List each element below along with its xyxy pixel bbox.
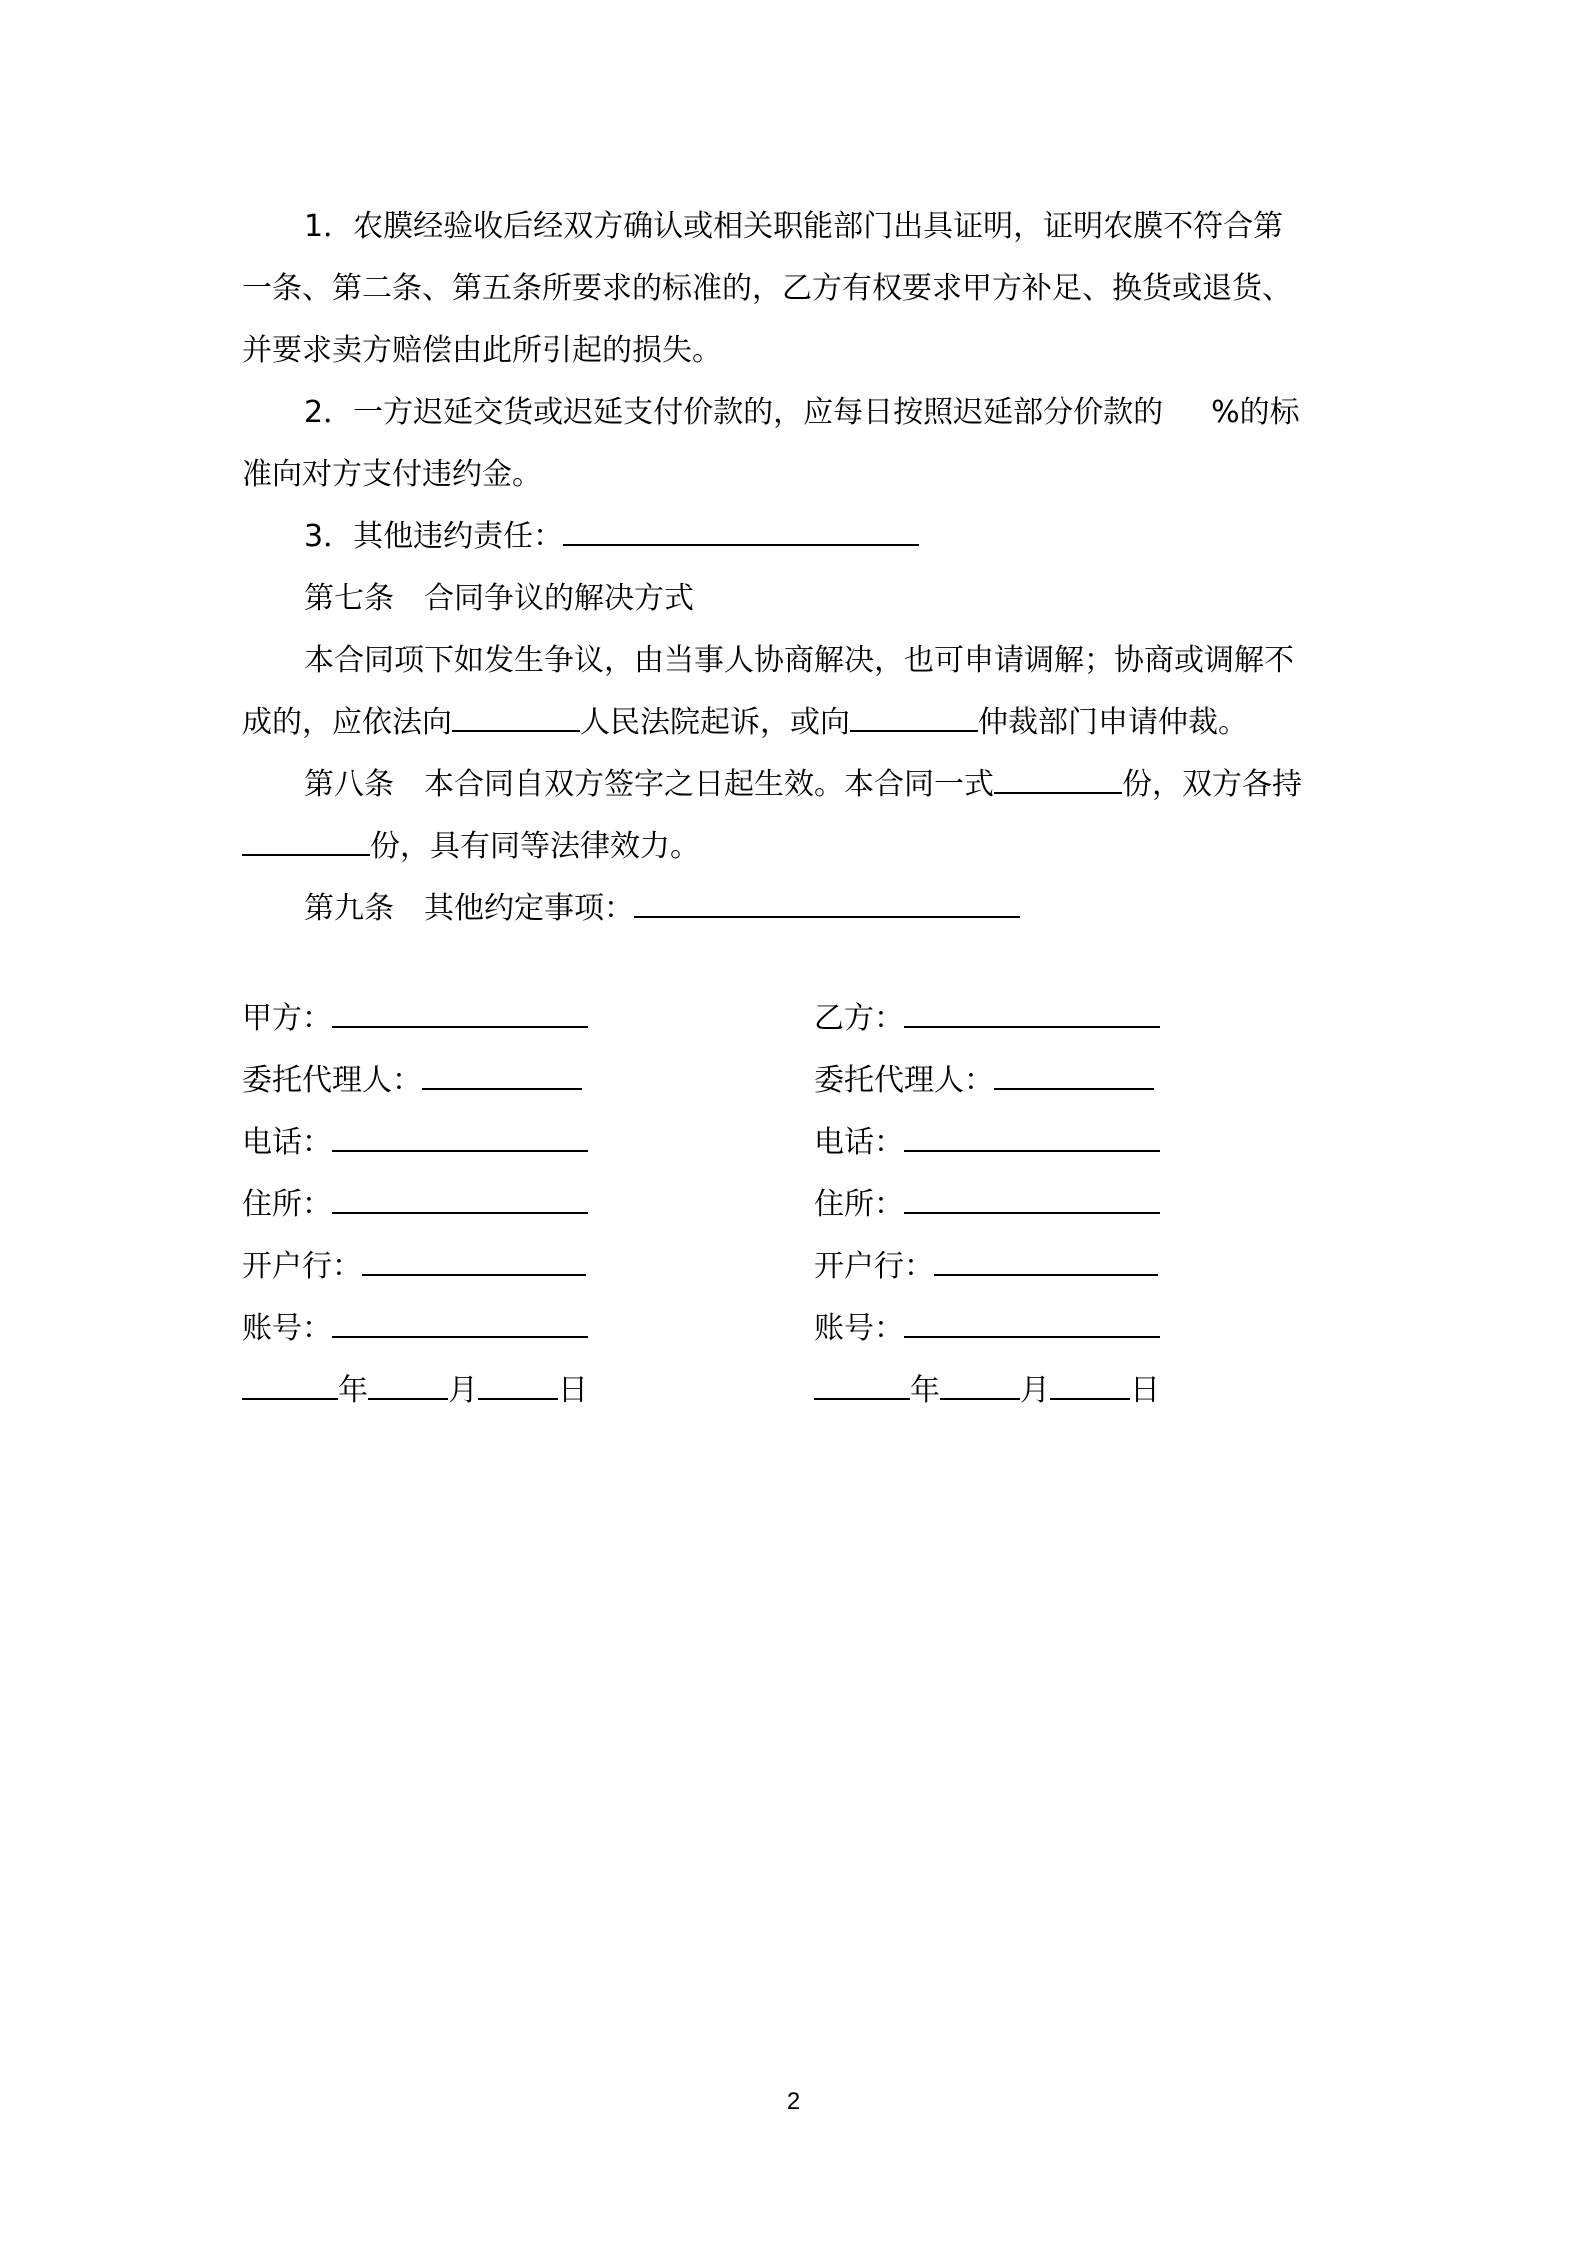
court-blank[interactable] bbox=[452, 700, 580, 732]
party-a-account-row bbox=[242, 1298, 588, 1360]
clause-1-line-2: 一条、第二条、第五条所要求的标准的，乙方有权要求甲方补足、换货或退货、 bbox=[242, 271, 1292, 306]
clause-1-line-1: 1．农膜经验收后经双方确认或相关职能部门出具证明，证明农膜不符合第 bbox=[304, 209, 1284, 244]
article-7-text-b: 人民法院起诉，或向 bbox=[580, 705, 850, 740]
party-a-day-label: 日 bbox=[558, 1373, 588, 1408]
article-8-line-1 bbox=[242, 754, 1352, 816]
party-a-address-row bbox=[242, 1174, 588, 1236]
clause-1 bbox=[242, 196, 1352, 382]
party-b-day-label: 日 bbox=[1130, 1373, 1160, 1408]
party-b-bank-blank[interactable] bbox=[934, 1244, 1158, 1276]
party-b-bank-label: 开户行： bbox=[814, 1249, 934, 1284]
party-b-phone-row bbox=[814, 1112, 1160, 1174]
party-a-agent-row bbox=[242, 1050, 588, 1112]
other-matters-blank[interactable] bbox=[634, 886, 1020, 918]
party-a-blank[interactable] bbox=[332, 996, 588, 1028]
clause-2 bbox=[242, 382, 1352, 506]
party-a-date-row bbox=[242, 1360, 588, 1422]
article-9 bbox=[242, 878, 1352, 940]
article-7-text-c: 仲裁部门申请仲裁。 bbox=[978, 705, 1248, 740]
party-a-address-label: 住所： bbox=[242, 1187, 332, 1222]
party-a-account-blank[interactable] bbox=[332, 1306, 588, 1338]
party-b-blank[interactable] bbox=[904, 996, 1160, 1028]
party-b-agent-blank[interactable] bbox=[994, 1058, 1154, 1090]
party-b-signature-block bbox=[814, 988, 1160, 1422]
article-9-line-1 bbox=[242, 878, 1352, 940]
party-a-month-blank[interactable] bbox=[368, 1368, 448, 1400]
party-b-row bbox=[814, 988, 1160, 1050]
other-liability-blank[interactable] bbox=[563, 514, 919, 546]
party-a-signature-block bbox=[242, 988, 588, 1422]
copies-total-blank[interactable] bbox=[994, 762, 1122, 794]
clause-2-line-1 bbox=[242, 382, 1352, 444]
party-b-agent-row bbox=[814, 1050, 1160, 1112]
article-8-line-2 bbox=[242, 816, 1352, 878]
party-a-phone-blank[interactable] bbox=[332, 1120, 588, 1152]
clause-3 bbox=[242, 506, 1352, 568]
party-b-account-row bbox=[814, 1298, 1160, 1360]
party-a-label: 甲方： bbox=[242, 1001, 332, 1036]
party-b-year-blank[interactable] bbox=[814, 1368, 910, 1400]
party-b-label: 乙方： bbox=[814, 1001, 904, 1036]
party-a-address-blank[interactable] bbox=[332, 1182, 588, 1214]
party-a-year-blank[interactable] bbox=[242, 1368, 338, 1400]
clause-1-line-3: 并要求卖方赔偿由此所引起的损失。 bbox=[242, 333, 722, 368]
article-8-text-c: 份，具有同等法律效力。 bbox=[370, 829, 700, 864]
article-7-line-1: 本合同项下如发生争议，由当事人协商解决，也可申请调解；协商或调解不 bbox=[304, 643, 1294, 678]
party-b-day-blank[interactable] bbox=[1050, 1368, 1130, 1400]
page-number: 2 bbox=[786, 2088, 801, 2115]
article-8-text-b: 份，双方各持 bbox=[1122, 767, 1302, 802]
party-a-bank-row bbox=[242, 1236, 588, 1298]
article-7-text-a: 成的，应依法向 bbox=[242, 705, 452, 740]
party-b-phone-blank[interactable] bbox=[904, 1120, 1160, 1152]
article-8 bbox=[242, 754, 1352, 878]
party-a-bank-label: 开户行： bbox=[242, 1249, 362, 1284]
party-b-year-label: 年 bbox=[910, 1373, 940, 1408]
party-b-agent-label: 委托代理人： bbox=[814, 1063, 994, 1098]
party-b-phone-label: 电话： bbox=[814, 1125, 904, 1160]
party-a-year-label: 年 bbox=[338, 1373, 368, 1408]
article-8-text-a: 第八条 本合同自双方签字之日起生效。本合同一式 bbox=[304, 767, 994, 802]
party-a-account-label: 账号： bbox=[242, 1311, 332, 1346]
party-a-agent-blank[interactable] bbox=[422, 1058, 582, 1090]
party-a-day-blank[interactable] bbox=[478, 1368, 558, 1400]
clause-2-text-a: 2．一方迟延交货或迟延支付价款的，应每日按照迟延部分价款的 bbox=[304, 395, 1164, 430]
party-b-account-label: 账号： bbox=[814, 1311, 904, 1346]
party-a-bank-blank[interactable] bbox=[362, 1244, 586, 1276]
arbitration-blank[interactable] bbox=[850, 700, 978, 732]
party-b-date-row bbox=[814, 1360, 1160, 1422]
article-9-label: 第九条 其他约定事项： bbox=[304, 891, 634, 926]
party-b-address-row bbox=[814, 1174, 1160, 1236]
article-7-heading: 第七条 合同争议的解决方式 bbox=[304, 581, 694, 616]
clause-3-label: 3．其他违约责任： bbox=[304, 519, 564, 554]
party-a-phone-label: 电话： bbox=[242, 1125, 332, 1160]
party-a-agent-label: 委托代理人： bbox=[242, 1063, 422, 1098]
party-b-account-blank[interactable] bbox=[904, 1306, 1160, 1338]
copies-each-blank[interactable] bbox=[242, 824, 370, 856]
party-a-phone-row bbox=[242, 1112, 588, 1174]
party-a-month-label: 月 bbox=[448, 1373, 478, 1408]
clause-3-line-1 bbox=[242, 506, 1352, 568]
party-b-month-label: 月 bbox=[1020, 1373, 1050, 1408]
party-b-month-blank[interactable] bbox=[940, 1368, 1020, 1400]
article-7-line-2 bbox=[242, 692, 1352, 754]
party-b-bank-row bbox=[814, 1236, 1160, 1298]
clause-2-text-b: %的标 bbox=[1211, 395, 1300, 430]
party-a-row bbox=[242, 988, 588, 1050]
party-b-address-blank[interactable] bbox=[904, 1182, 1160, 1214]
party-b-address-label: 住所： bbox=[814, 1187, 904, 1222]
clause-2-line-2: 准向对方支付违约金。 bbox=[242, 457, 542, 492]
article-7 bbox=[242, 568, 1352, 754]
